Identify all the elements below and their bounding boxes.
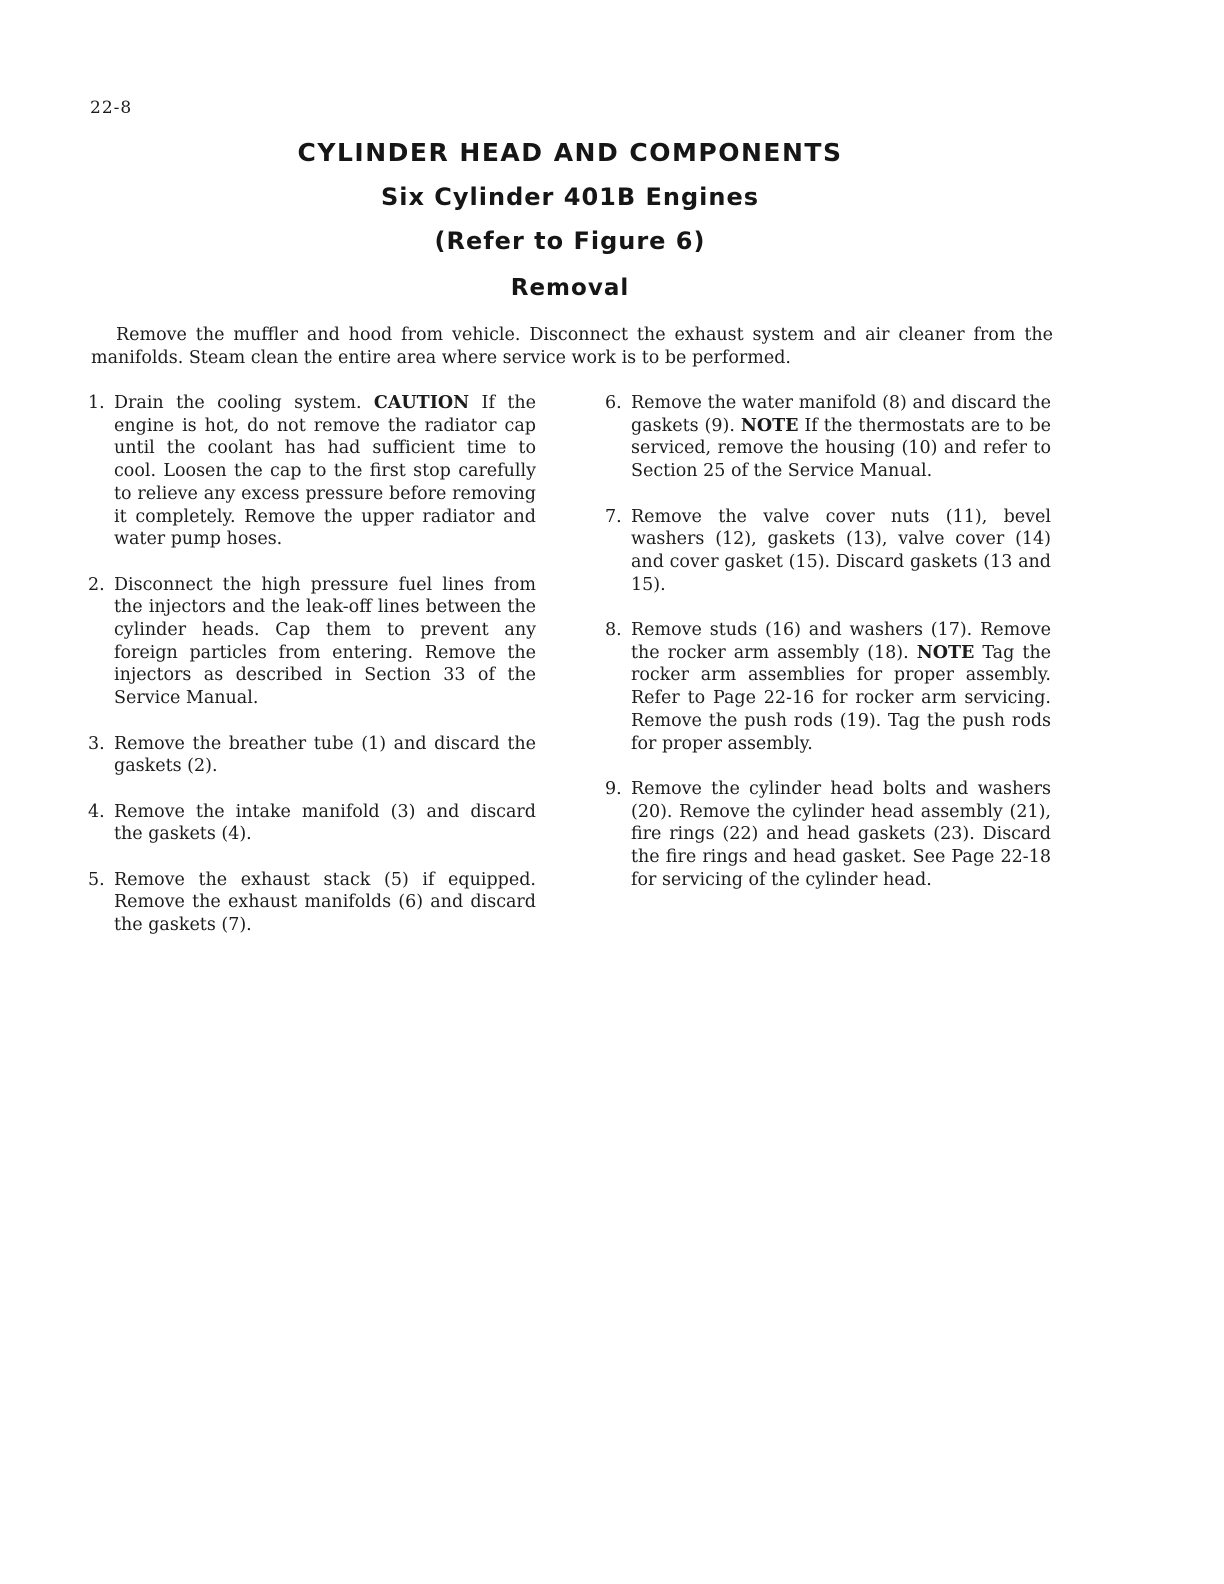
step-3 xyxy=(88,733,536,778)
step-7 xyxy=(605,506,1051,597)
step-number: 6. xyxy=(605,393,622,413)
step-4 xyxy=(88,801,536,846)
note-label: NOTE xyxy=(916,642,975,663)
step-9 xyxy=(605,778,1051,892)
steps-column-right xyxy=(605,392,1051,914)
page-number: 22-8 xyxy=(90,98,133,118)
intro-paragraph: Remove the muffler and hood from vehicle. Disconnect the exhaust system and air cleaner from the manifolds. Steam clean the entire area where service work is to be performed. xyxy=(91,325,1053,368)
step-number: 2. xyxy=(88,574,105,595)
step-number: 5. xyxy=(88,869,105,890)
step-number: 1. xyxy=(88,393,105,413)
step-5 xyxy=(88,869,536,937)
step-text: Remove the exhaust stack (5) if equipped. Remove the exhaust manifolds (6) and discard the gaskets (7). xyxy=(114,869,536,936)
step-number: 9. xyxy=(605,778,622,799)
figure-reference: (Refer to Figure 6) xyxy=(434,227,706,255)
step-1 xyxy=(88,392,536,551)
step-text: Remove the valve cover nuts (11), bevel washers (12), gaskets (13), valve cover (14) and cover gasket (15). Discard gaskets (13 and 15). xyxy=(631,506,1051,595)
step-text xyxy=(631,392,1051,483)
step-6 xyxy=(605,392,1051,483)
page-title: CYLINDER HEAD AND COMPONENTS xyxy=(297,138,843,167)
step-text-part: If the engine is hot, do not remove the radiator cap until the coolant has had sufficient time to cool. Loosen the cap to the first stop carefully to relieve any excess pressure before removing it completely. Remove the upper radiator and water pump hoses. xyxy=(114,393,536,550)
step-number: 3. xyxy=(88,733,105,754)
step-text-part: Remove studs (16) and washers (17). Remove the rocker arm assembly (18). xyxy=(631,620,1051,663)
section-heading: Removal xyxy=(510,275,630,301)
step-number: 8. xyxy=(605,620,622,640)
step-text: Disconnect the high pressure fuel lines from the injectors and the leak-off lines between the cylinder heads. Cap them to prevent any foreign particles from entering. Remove the injectors as described in Section 33 of the Service Manual. xyxy=(114,574,536,709)
steps-column-left xyxy=(88,392,536,960)
step-text xyxy=(631,619,1051,755)
note-label: NOTE xyxy=(740,415,799,436)
step-text-part: Drain the cooling system. xyxy=(114,393,374,413)
step-2 xyxy=(88,574,536,710)
step-number: 7. xyxy=(605,506,622,527)
step-8 xyxy=(605,619,1051,755)
step-text: Remove the cylinder head bolts and washers (20). Remove the cylinder head assembly (21), fire rings (22) and head gaskets (23). Discard the fire rings and head gasket. See Page 22-18 for servicing of the cylinder head. xyxy=(631,778,1051,890)
step-text-part: If the thermostats are to be serviced, remove the housing (10) and refer to Section 25 of the Service Manual. xyxy=(631,415,1051,482)
caution-label: CAUTION xyxy=(373,393,470,413)
step-text: Remove the breather tube (1) and discard the gaskets (2). xyxy=(114,733,536,777)
step-text-part: Tag the rocker arm assemblies for proper assembly. Refer to Page 22-16 for rocker arm servicing. Remove the push rods (19). Tag the push rods for proper assembly. xyxy=(631,642,1051,754)
page-subtitle: Six Cylinder 401B Engines xyxy=(380,183,760,211)
step-text-part: Remove the water manifold (8) and discard the gaskets (9). xyxy=(631,393,1051,436)
step-text: Remove the intake manifold (3) and discard the gaskets (4). xyxy=(114,801,536,845)
step-text xyxy=(114,392,536,551)
step-number: 4. xyxy=(88,801,105,822)
